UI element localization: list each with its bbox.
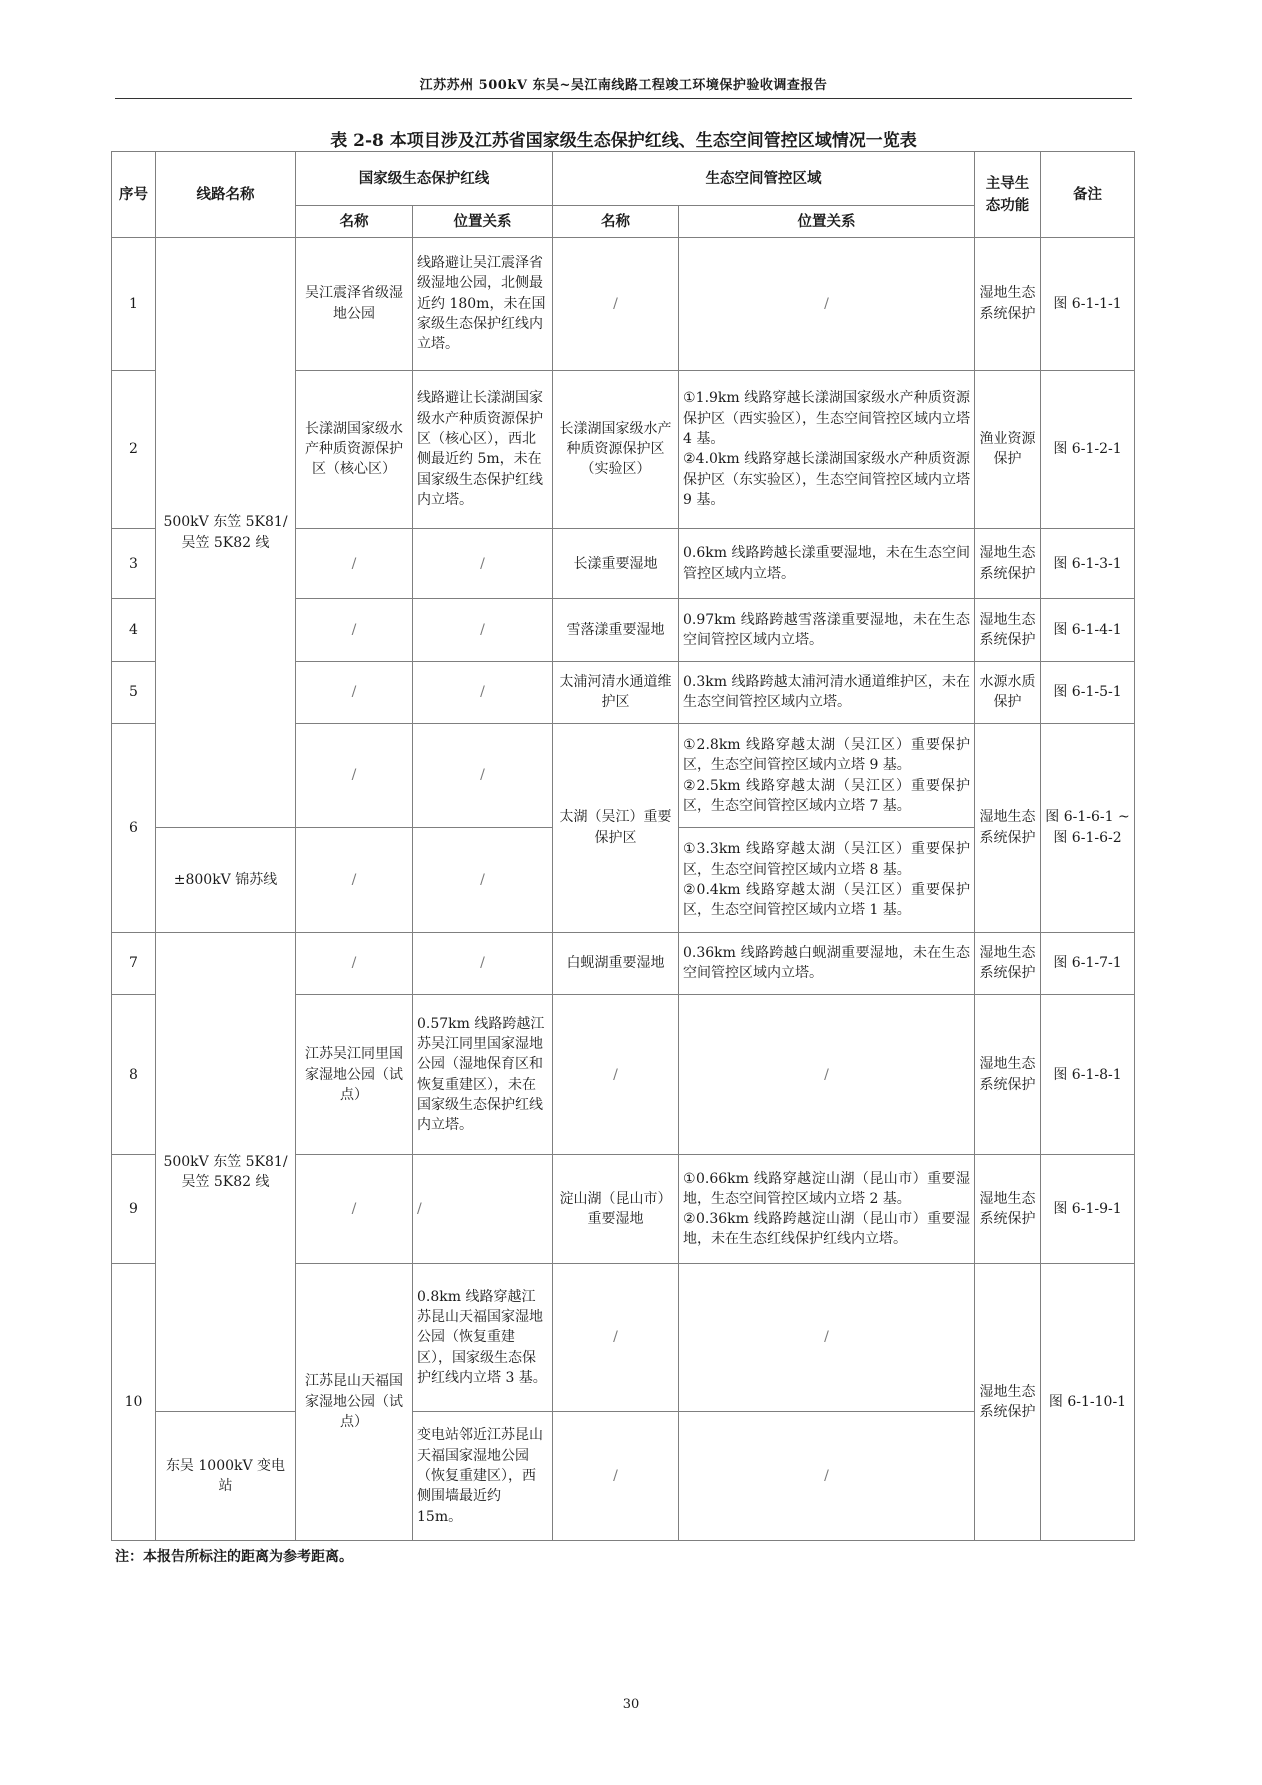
cell-redline-name: 江苏吴江同里国家湿地公园（试点） bbox=[296, 994, 413, 1155]
cell-redline-position: 变电站邻近江苏昆山天福国家湿地公园（恢复重建区），西侧围墙最近约 15m。 bbox=[413, 1412, 553, 1541]
cell-remark: 图 6-1-6-1 ~图 6-1-6-2 bbox=[1041, 723, 1135, 932]
page-header: 江苏苏州 500kV 东吴~吴江南线路工程竣工环境保护验收调查报告 bbox=[419, 78, 828, 93]
cell-remark: 图 6-1-2-1 bbox=[1041, 370, 1135, 529]
cell-line-name: ±800kV 锦苏线 bbox=[156, 828, 296, 932]
cell-control-name: 太湖（吴江）重要保护区 bbox=[553, 723, 679, 932]
cell-control-name: 雪落漾重要湿地 bbox=[553, 599, 679, 661]
header-control-name: 名称 bbox=[553, 206, 679, 238]
cell-control-position bbox=[679, 828, 975, 932]
page-number: 30 bbox=[622, 1697, 640, 1712]
header-redline-name: 名称 bbox=[296, 206, 413, 238]
cell-empty: / bbox=[413, 828, 553, 932]
cell-control-position bbox=[679, 723, 975, 827]
cell-control-name: 白蚬湖重要湿地 bbox=[553, 932, 679, 994]
cell-empty: / bbox=[296, 599, 413, 661]
cell-seq: 4 bbox=[112, 599, 156, 661]
cell-control-name: 淀山湖（昆山市）重要湿地 bbox=[553, 1155, 679, 1263]
cell-empty: / bbox=[296, 828, 413, 932]
cell-control-name: 太浦河清水通道维护区 bbox=[553, 661, 679, 723]
cell-empty: / bbox=[296, 723, 413, 827]
cell-empty: / bbox=[413, 723, 553, 827]
cell-remark: 图 6-1-8-1 bbox=[1041, 994, 1135, 1155]
position-item: ②2.5km 线路穿越太湖（吴江区）重要保护区，生态空间管控区域内立塔 7 基。 bbox=[683, 777, 970, 814]
cell-seq: 3 bbox=[112, 529, 156, 599]
cell-empty: / bbox=[296, 1155, 413, 1263]
cell-redline-name: 江苏昆山天福国家湿地公园（试点） bbox=[296, 1263, 413, 1540]
cell-control-position: 0.6km 线路跨越长漾重要湿地，未在生态空间管控区域内立塔。 bbox=[679, 529, 975, 599]
cell-line-name: 东吴 1000kV 变电站 bbox=[156, 1412, 296, 1541]
position-item: ②0.4km 线路穿越太湖（吴江区）重要保护区，生态空间管控区域内立塔 1 基。 bbox=[683, 881, 970, 919]
header-remark: 备注 bbox=[1041, 152, 1135, 238]
cell-empty: / bbox=[296, 661, 413, 723]
header-function: 主导生态功能 bbox=[975, 152, 1041, 238]
cell-control-position: 0.3km 线路跨越太浦河清水通道维护区，未在生态空间管控区域内立塔。 bbox=[679, 661, 975, 723]
cell-empty: / bbox=[413, 932, 553, 994]
header-line-name: 线路名称 bbox=[156, 152, 296, 238]
cell-seq: 9 bbox=[112, 1155, 156, 1263]
header-control-group: 生态空间管控区域 bbox=[553, 152, 975, 206]
cell-function: 湿地生态系统保护 bbox=[975, 723, 1041, 932]
cell-empty: / bbox=[413, 661, 553, 723]
cell-control-name: 长漾重要湿地 bbox=[553, 529, 679, 599]
header-rule bbox=[115, 98, 1132, 99]
cell-control-position bbox=[679, 1155, 975, 1263]
table-caption: 表 2-8 本项目涉及江苏省国家级生态保护红线、生态空间管控区域情况一览表 bbox=[330, 131, 917, 151]
cell-redline-name: 吴江震泽省级湿地公园 bbox=[296, 238, 413, 371]
cell-seq: 7 bbox=[112, 932, 156, 994]
table-row bbox=[112, 238, 1135, 371]
cell-empty: / bbox=[679, 1412, 975, 1541]
cell-seq: 6 bbox=[112, 723, 156, 932]
cell-redline-name: 长漾湖国家级水产种质资源保护区（核心区） bbox=[296, 370, 413, 529]
cell-line-name: 500kV 东笠 5K81/吴笠 5K82 线 bbox=[156, 932, 296, 1412]
header-seq: 序号 bbox=[112, 152, 156, 238]
cell-seq: 5 bbox=[112, 661, 156, 723]
eco-redline-table bbox=[111, 151, 1135, 1541]
position-item: ①1.9km 线路穿越长漾湖国家级水产种质资源保护区（西实验区），生态空间管控区域内立塔 4 基。 bbox=[683, 390, 970, 447]
cell-empty: / bbox=[679, 238, 975, 371]
cell-control-position: 0.97km 线路跨越雪落漾重要湿地，未在生态空间管控区域内立塔。 bbox=[679, 599, 975, 661]
cell-line-name: 500kV 东笠 5K81/吴笠 5K82 线 bbox=[156, 238, 296, 828]
position-item: ①3.3km 线路穿越太湖（吴江区）重要保护区，生态空间管控区域内立塔 8 基。 bbox=[683, 841, 970, 878]
cell-seq: 2 bbox=[112, 370, 156, 529]
cell-control-position bbox=[679, 370, 975, 529]
cell-empty: / bbox=[553, 1412, 679, 1541]
position-item: ②0.36km 线路跨越淀山湖（昆山市）重要湿地，未在生态红线保护红线内立塔。 bbox=[683, 1211, 970, 1248]
cell-redline-position: 线路避让长漾湖国家级水产种质资源保护区（核心区），西北侧最近约 5m，未在国家级生态保护红线内立塔。 bbox=[413, 370, 553, 529]
cell-empty: / bbox=[413, 1155, 553, 1263]
cell-control-name: 长漾湖国家级水产种质资源保护区（实验区） bbox=[553, 370, 679, 529]
cell-remark: 图 6-1-10-1 bbox=[1041, 1263, 1135, 1540]
cell-function: 湿地生态系统保护 bbox=[975, 1155, 1041, 1263]
cell-redline-position: 线路避让吴江震泽省级湿地公园，北侧最近约 180m，未在国家级生态保护红线内立塔。 bbox=[413, 238, 553, 371]
cell-empty: / bbox=[679, 994, 975, 1155]
position-item: ①0.66km 线路穿越淀山湖（昆山市）重要湿地，生态空间管控区域内立塔 2 基。 bbox=[683, 1170, 970, 1207]
cell-function: 湿地生态系统保护 bbox=[975, 238, 1041, 371]
cell-empty: / bbox=[553, 994, 679, 1155]
header-redline-position: 位置关系 bbox=[413, 206, 553, 238]
cell-remark: 图 6-1-7-1 bbox=[1041, 932, 1135, 994]
cell-empty: / bbox=[296, 529, 413, 599]
position-item: ①2.8km 线路穿越太湖（吴江区）重要保护区，生态空间管控区域内立塔 9 基。 bbox=[683, 736, 970, 774]
header-redline-group: 国家级生态保护红线 bbox=[296, 152, 553, 206]
cell-empty: / bbox=[413, 599, 553, 661]
cell-function: 湿地生态系统保护 bbox=[975, 994, 1041, 1155]
cell-function: 湿地生态系统保护 bbox=[975, 1263, 1041, 1540]
cell-function: 水源水质保护 bbox=[975, 661, 1041, 723]
cell-control-position: 0.36km 线路跨越白蚬湖重要湿地，未在生态空间管控区域内立塔。 bbox=[679, 932, 975, 994]
cell-empty: / bbox=[413, 529, 553, 599]
cell-remark: 图 6-1-1-1 bbox=[1041, 238, 1135, 371]
header-control-position: 位置关系 bbox=[679, 206, 975, 238]
cell-empty: / bbox=[553, 238, 679, 371]
cell-remark: 图 6-1-3-1 bbox=[1041, 529, 1135, 599]
cell-empty: / bbox=[296, 932, 413, 994]
cell-remark: 图 6-1-4-1 bbox=[1041, 599, 1135, 661]
cell-function: 湿地生态系统保护 bbox=[975, 599, 1041, 661]
cell-seq: 10 bbox=[112, 1263, 156, 1540]
table-row bbox=[112, 932, 1135, 994]
cell-redline-position: 0.57km 线路跨越江苏吴江同里国家湿地公园（湿地保育区和恢复重建区），未在国家级生态保护红线内立塔。 bbox=[413, 994, 553, 1155]
cell-function: 湿地生态系统保护 bbox=[975, 932, 1041, 994]
cell-seq: 8 bbox=[112, 994, 156, 1155]
position-item: ②4.0km 线路穿越长漾湖国家级水产种质资源保护区（东实验区），生态空间管控区域内立塔 9 基。 bbox=[683, 451, 970, 508]
cell-function: 湿地生态系统保护 bbox=[975, 529, 1041, 599]
cell-remark: 图 6-1-5-1 bbox=[1041, 661, 1135, 723]
cell-empty: / bbox=[553, 1263, 679, 1412]
cell-empty: / bbox=[679, 1263, 975, 1412]
cell-remark: 图 6-1-9-1 bbox=[1041, 1155, 1135, 1263]
cell-function: 渔业资源保护 bbox=[975, 370, 1041, 529]
table-note: 注：本报告所标注的距离为参考距离。 bbox=[115, 1549, 353, 1565]
cell-redline-position: 0.8km 线路穿越江苏昆山天福国家湿地公园（恢复重建区），国家级生态保护红线内立塔 3 基。 bbox=[413, 1263, 553, 1412]
cell-seq: 1 bbox=[112, 238, 156, 371]
